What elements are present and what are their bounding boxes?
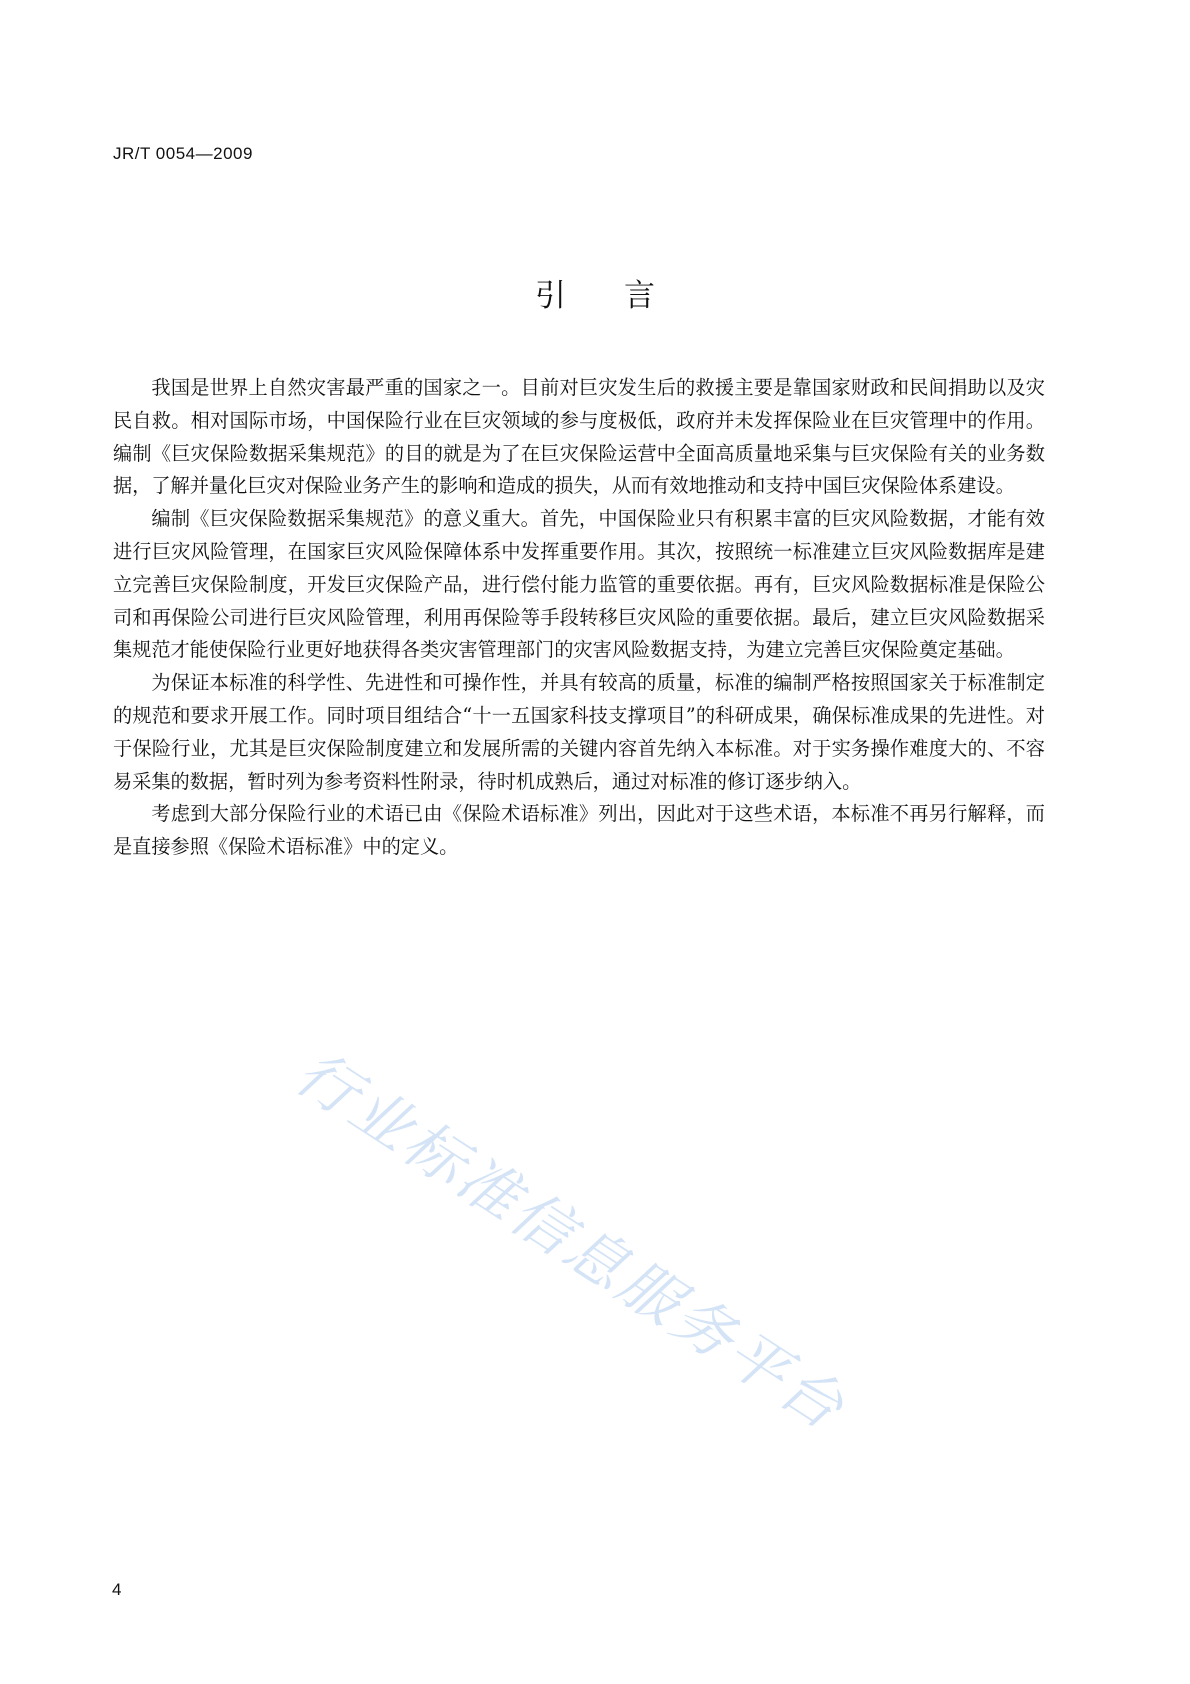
page-title: 引言: [535, 278, 713, 314]
paragraph-2: 编制《巨灾保险数据采集规范》的意义重大。首先，中国保险业只有积累丰富的巨灾风险数据，才能有效进行巨灾风险管理，在国家巨灾风险保障体系中发挥重要作用。其次，按照统一标准建立巨灾风险数据库是建立完善巨灾保险制度，开发巨灾保险产品，进行偿付能力监管的重要依据。再有，巨灾风险数据标准是保险公司和再保险公司进行巨灾风险管理，利用再保险等手段转移巨灾风险的重要依据。最后，建立巨灾风险数据采集规范才能使保险行业更好地获得各类灾害管理部门的灾害风险数据支持，为建立完善巨灾保险奠定基础。: [113, 507, 1045, 662]
paragraph-3: 为保证本标准的科学性、先进性和可操作性，并具有较高的质量，标准的编制严格按照国家关于标准制定的规范和要求开展工作。同时项目组结合“十一五国家科技支撑项目”的科研成果，确保标准成果的先进性。对于保险行业，尤其是巨灾保险制度建立和发展所需的关键内容首先纳入本标准。对于实务操作难度大的、不容易采集的数据，暂时列为参考资料性附录，待时机成熟后，通过对标准的修订逐步纳入。: [113, 671, 1045, 793]
watermark: 行业标准信息服务平台: [283, 1037, 859, 1446]
page-number: 4: [112, 1580, 122, 1599]
standard-code: JR/T 0054—2009: [113, 144, 253, 163]
paragraph-1: 我国是世界上自然灾害最严重的国家之一。目前对巨灾发生后的救援主要是靠国家财政和民间捐助以及灾民自救。相对国际市场，中国保险行业在巨灾领域的参与度极低，政府并未发挥保险业在巨灾管理中的作用。编制《巨灾保险数据采集规范》的目的就是为了在巨灾保险运营中全面高质量地采集与巨灾保险有关的业务数据，了解并量化巨灾对保险业务产生的影响和造成的损失，从而有效地推动和支持中国巨灾保险体系建设。: [113, 376, 1045, 498]
paragraph-4: 考虑到大部分保险行业的术语已由《保险术语标准》列出，因此对于这些术语，本标准不再另行解释，而是直接参照《保险术语标准》中的定义。: [113, 802, 1045, 859]
body-text: [113, 372, 1045, 864]
